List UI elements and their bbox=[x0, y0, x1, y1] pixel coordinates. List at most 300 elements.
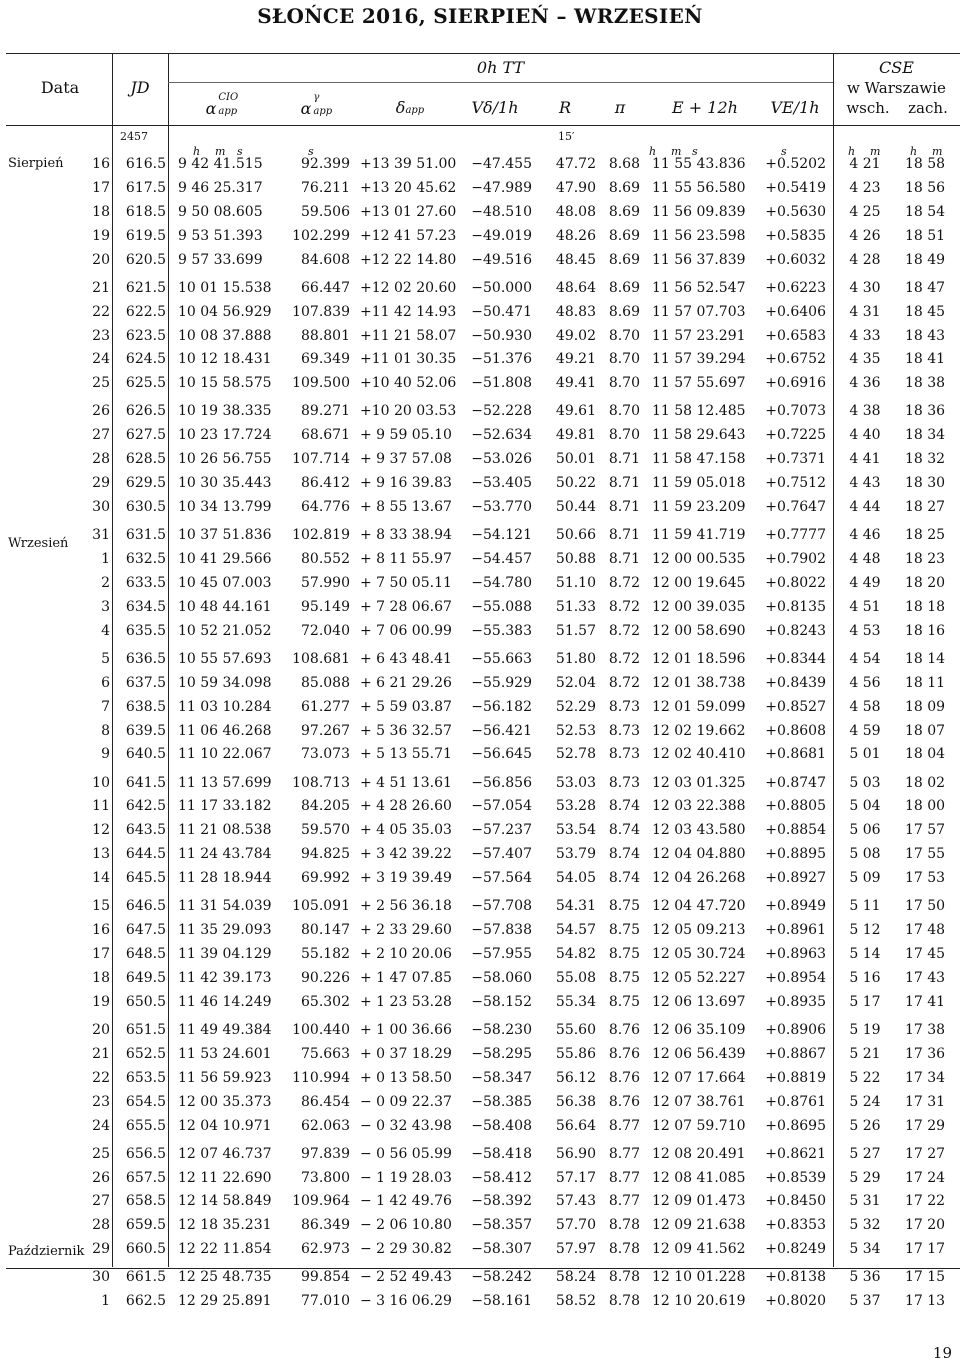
cell-sunset: 18 20 bbox=[904, 574, 946, 591]
cell-delta: − 2 29 30.82 bbox=[360, 1241, 452, 1258]
cell-v-e: +0.8954 bbox=[765, 969, 826, 986]
cell-e-plus-12h: 11 57 55.697 bbox=[652, 375, 746, 392]
cell-jd: 622.5 bbox=[125, 303, 166, 320]
cell-alpha-gamma: 77.010 bbox=[301, 1293, 350, 1310]
cell-e-plus-12h: 11 59 23.209 bbox=[652, 499, 746, 515]
cell-delta: +10 20 03.53 bbox=[360, 403, 457, 420]
cell-sunrise: 5 12 bbox=[849, 922, 881, 939]
cell-delta: + 4 05 35.03 bbox=[360, 822, 452, 839]
cell-v-delta: −58.295 bbox=[471, 1045, 532, 1062]
cell-sunrise: 4 28 bbox=[849, 251, 881, 268]
cell-day: 24 bbox=[92, 351, 110, 368]
cell-delta: +12 41 57.23 bbox=[360, 227, 457, 244]
cell-day: 17 bbox=[92, 179, 110, 196]
cell-sunrise: 4 23 bbox=[849, 179, 881, 196]
cell-sunrise: 5 32 bbox=[849, 1217, 881, 1234]
cell-v-delta: −53.770 bbox=[471, 499, 532, 515]
cell-day: 21 bbox=[92, 279, 110, 296]
cell-pi: 8.76 bbox=[608, 1093, 640, 1110]
cell-sunrise: 4 21 bbox=[849, 156, 881, 172]
cell-e-plus-12h: 11 57 07.703 bbox=[652, 303, 746, 320]
cell-v-delta: −55.383 bbox=[471, 622, 532, 639]
cell-alpha-gamma: 66.447 bbox=[301, 279, 350, 296]
cell-e-plus-12h: 12 08 20.491 bbox=[652, 1145, 746, 1162]
cell-alpha-gamma: 62.973 bbox=[301, 1241, 350, 1258]
cell-r: 50.66 bbox=[555, 527, 596, 544]
cell-pi: 8.73 bbox=[608, 774, 640, 791]
cell-e-plus-12h: 12 01 59.099 bbox=[652, 698, 746, 715]
cell-e-plus-12h: 12 09 01.473 bbox=[652, 1193, 746, 1210]
cell-jd: 641.5 bbox=[125, 774, 166, 791]
cell-sunrise: 5 19 bbox=[849, 1021, 881, 1038]
cell-v-e: +0.8022 bbox=[765, 574, 826, 591]
header-r: R bbox=[558, 98, 572, 117]
cell-pi: 8.72 bbox=[608, 622, 640, 639]
cell-jd: 635.5 bbox=[125, 622, 166, 639]
cell-pi: 8.75 bbox=[608, 898, 640, 915]
cell-sunrise: 5 31 bbox=[849, 1193, 881, 1210]
cell-jd: 640.5 bbox=[125, 746, 166, 763]
cell-sunrise: 4 56 bbox=[849, 674, 881, 691]
cell-alpha-cio: 10 01 15.538 bbox=[178, 279, 272, 296]
cell-alpha-gamma: 84.205 bbox=[301, 798, 350, 815]
cell-day: 17 bbox=[92, 946, 110, 962]
cell-jd: 649.5 bbox=[125, 969, 166, 986]
cell-delta: +11 01 30.35 bbox=[360, 351, 457, 368]
cell-r: 49.81 bbox=[555, 427, 596, 444]
cell-v-delta: −47.989 bbox=[471, 179, 532, 196]
cell-r: 48.64 bbox=[555, 279, 596, 296]
header-w-warszawie: w Warszawie bbox=[847, 79, 946, 97]
cell-v-delta: −58.060 bbox=[471, 969, 532, 986]
cell-alpha-gamma: 68.671 bbox=[301, 427, 350, 444]
cell-sunrise: 4 58 bbox=[849, 698, 881, 715]
cell-delta: + 8 55 13.67 bbox=[360, 499, 452, 515]
cell-e-plus-12h: 11 56 09.839 bbox=[652, 203, 746, 220]
cell-day: 5 bbox=[101, 650, 110, 667]
cell-alpha-cio: 10 34 13.799 bbox=[178, 499, 272, 515]
cell-alpha-gamma: 73.800 bbox=[301, 1169, 350, 1186]
cell-alpha-cio: 10 37 51.836 bbox=[178, 527, 272, 544]
cell-jd: 628.5 bbox=[125, 451, 166, 468]
cell-r: 54.82 bbox=[555, 946, 596, 962]
cell-jd: 659.5 bbox=[125, 1217, 166, 1234]
cell-e-plus-12h: 11 56 23.598 bbox=[652, 227, 746, 244]
cell-alpha-cio: 11 10 22.067 bbox=[178, 746, 272, 763]
cell-delta: +12 02 20.60 bbox=[360, 279, 457, 296]
cell-day: 12 bbox=[92, 822, 110, 839]
cell-sunrise: 4 25 bbox=[849, 203, 881, 220]
cell-day: 25 bbox=[92, 375, 110, 392]
cell-sunset: 17 27 bbox=[904, 1145, 946, 1162]
cell-jd: 646.5 bbox=[125, 898, 166, 915]
cell-day: 22 bbox=[92, 1069, 110, 1086]
cell-v-e: +0.8819 bbox=[765, 1069, 826, 1086]
cell-alpha-cio: 10 08 37.888 bbox=[178, 327, 272, 344]
cell-r: 55.60 bbox=[555, 1021, 596, 1038]
cell-alpha-cio: 10 23 17.724 bbox=[178, 427, 272, 444]
cell-alpha-gamma: 61.277 bbox=[301, 698, 350, 715]
cell-sunset: 17 36 bbox=[904, 1045, 946, 1062]
cell-v-delta: −47.455 bbox=[471, 156, 532, 172]
cell-r: 55.08 bbox=[555, 969, 596, 986]
cell-sunset: 17 24 bbox=[904, 1169, 946, 1186]
cell-day: 25 bbox=[92, 1145, 110, 1162]
cell-v-e: +0.8344 bbox=[765, 650, 826, 667]
cell-e-plus-12h: 12 07 17.664 bbox=[652, 1069, 746, 1086]
cell-r: 57.97 bbox=[555, 1241, 596, 1258]
cell-sunrise: 5 01 bbox=[849, 746, 881, 763]
cell-e-plus-12h: 12 00 58.690 bbox=[652, 622, 746, 639]
cell-v-delta: −58.347 bbox=[471, 1069, 532, 1086]
cell-r: 56.64 bbox=[555, 1117, 596, 1134]
cell-r: 49.61 bbox=[555, 403, 596, 420]
cell-r: 54.31 bbox=[555, 898, 596, 915]
cell-jd: 660.5 bbox=[125, 1241, 166, 1258]
cell-alpha-cio: 10 12 18.431 bbox=[178, 351, 272, 368]
cell-pi: 8.70 bbox=[608, 375, 640, 392]
cell-sunrise: 5 06 bbox=[849, 822, 881, 839]
cell-pi: 8.77 bbox=[608, 1117, 640, 1134]
cell-delta: + 1 47 07.85 bbox=[360, 969, 452, 986]
cell-sunrise: 5 21 bbox=[849, 1045, 881, 1062]
cell-e-plus-12h: 12 03 22.388 bbox=[652, 798, 746, 815]
cell-r: 50.44 bbox=[555, 499, 596, 515]
header-cse: CSE bbox=[879, 58, 914, 77]
cell-delta: + 4 51 13.61 bbox=[360, 774, 452, 791]
cell-jd: 652.5 bbox=[125, 1045, 166, 1062]
cell-v-delta: −49.516 bbox=[471, 251, 532, 268]
cell-delta: + 7 06 00.99 bbox=[360, 622, 452, 639]
cell-pi: 8.78 bbox=[608, 1269, 640, 1286]
header-ve: VE/1h bbox=[770, 98, 820, 117]
cell-pi: 8.78 bbox=[608, 1217, 640, 1234]
cell-delta: +11 21 58.07 bbox=[360, 327, 457, 344]
cell-alpha-gamma: 109.500 bbox=[292, 375, 350, 392]
header-tt: 0h TT bbox=[476, 58, 525, 77]
cell-jd: 653.5 bbox=[125, 1069, 166, 1086]
cell-v-delta: −55.088 bbox=[471, 598, 532, 615]
cell-jd: 645.5 bbox=[125, 870, 166, 887]
cell-sunrise: 4 38 bbox=[849, 403, 881, 420]
cell-pi: 8.69 bbox=[608, 179, 640, 196]
cell-pi: 8.71 bbox=[608, 475, 640, 492]
cell-jd: 661.5 bbox=[125, 1269, 166, 1286]
cell-delta: +12 22 14.80 bbox=[360, 251, 457, 268]
cell-delta: + 3 42 39.22 bbox=[360, 846, 452, 863]
cell-jd: 633.5 bbox=[125, 574, 166, 591]
cell-alpha-gamma: 84.608 bbox=[301, 251, 350, 268]
cell-v-delta: −57.838 bbox=[471, 922, 532, 939]
cell-v-delta: −57.237 bbox=[471, 822, 532, 839]
cell-alpha-gamma: 90.226 bbox=[301, 969, 350, 986]
cell-e-plus-12h: 12 03 43.580 bbox=[652, 822, 746, 839]
cell-r: 56.90 bbox=[555, 1145, 596, 1162]
cell-day: 29 bbox=[92, 475, 110, 492]
cell-v-e: +0.8949 bbox=[765, 898, 826, 915]
tt-header-rule bbox=[168, 82, 833, 83]
cell-pi: 8.75 bbox=[608, 993, 640, 1010]
cell-delta: + 8 11 55.97 bbox=[360, 551, 452, 567]
cell-delta: − 1 42 49.76 bbox=[360, 1193, 452, 1210]
cell-v-delta: −48.510 bbox=[471, 203, 532, 220]
header-data: Data bbox=[40, 78, 80, 97]
cell-sunset: 18 30 bbox=[904, 475, 946, 492]
cell-sunrise: 4 30 bbox=[849, 279, 881, 296]
cell-sunset: 18 07 bbox=[904, 722, 946, 739]
cell-alpha-cio: 9 53 51.393 bbox=[178, 227, 263, 244]
cell-v-e: +0.8135 bbox=[765, 598, 826, 615]
cell-jd: 618.5 bbox=[125, 203, 166, 220]
cell-alpha-cio: 11 49 49.384 bbox=[178, 1021, 272, 1038]
cell-delta: − 3 16 06.29 bbox=[360, 1293, 452, 1310]
cell-e-plus-12h: 12 01 18.596 bbox=[652, 650, 746, 667]
cell-sunrise: 5 22 bbox=[849, 1069, 881, 1086]
cell-alpha-gamma: 97.839 bbox=[301, 1145, 350, 1162]
cell-sunrise: 5 27 bbox=[849, 1145, 881, 1162]
cell-alpha-gamma: 95.149 bbox=[301, 598, 350, 615]
cell-alpha-cio: 11 53 24.601 bbox=[178, 1045, 272, 1062]
cell-v-delta: −58.385 bbox=[471, 1093, 532, 1110]
cell-day: 4 bbox=[101, 622, 110, 639]
cell-r: 58.52 bbox=[555, 1293, 596, 1310]
cell-pi: 8.74 bbox=[608, 870, 640, 887]
page-title: SŁOŃCE 2016, SIERPIEŃ – WRZESIEŃ bbox=[257, 4, 703, 28]
cell-jd: 626.5 bbox=[125, 403, 166, 420]
page-number: 19 bbox=[932, 1344, 952, 1362]
cell-delta: − 0 56 05.99 bbox=[360, 1145, 452, 1162]
cell-delta: − 2 52 49.43 bbox=[360, 1269, 452, 1286]
cell-sunset: 17 41 bbox=[904, 993, 946, 1010]
cell-e-plus-12h: 12 09 41.562 bbox=[652, 1241, 746, 1258]
cell-alpha-cio: 10 45 07.003 bbox=[178, 574, 272, 591]
col-divider bbox=[833, 53, 834, 1267]
cell-v-e: +0.8450 bbox=[765, 1193, 826, 1210]
cell-delta: + 1 00 36.66 bbox=[360, 1021, 452, 1038]
cell-sunset: 17 20 bbox=[904, 1217, 946, 1234]
cell-v-e: +0.7647 bbox=[765, 499, 826, 515]
cell-pi: 8.70 bbox=[608, 351, 640, 368]
cell-v-e: +0.6032 bbox=[765, 251, 826, 268]
cell-v-e: +0.8805 bbox=[765, 798, 826, 815]
cell-v-e: +0.5419 bbox=[765, 179, 826, 196]
cell-alpha-cio: 10 55 57.693 bbox=[178, 650, 272, 667]
cell-alpha-gamma: 80.147 bbox=[301, 922, 350, 939]
cell-e-plus-12h: 12 05 52.227 bbox=[652, 969, 746, 986]
cell-delta: + 5 13 55.71 bbox=[360, 746, 452, 763]
cell-pi: 8.77 bbox=[608, 1145, 640, 1162]
cell-sunset: 18 51 bbox=[904, 227, 946, 244]
cell-delta: + 5 59 03.87 bbox=[360, 698, 452, 715]
cell-v-delta: −51.376 bbox=[471, 351, 532, 368]
cell-pi: 8.72 bbox=[608, 650, 640, 667]
cell-alpha-cio: 11 17 33.182 bbox=[178, 798, 272, 815]
cell-pi: 8.69 bbox=[608, 203, 640, 220]
cell-v-e: +0.5630 bbox=[765, 203, 826, 220]
cell-alpha-gamma: 62.063 bbox=[301, 1117, 350, 1134]
cell-jd: 638.5 bbox=[125, 698, 166, 715]
cell-r: 54.05 bbox=[555, 870, 596, 887]
cell-r: 58.24 bbox=[555, 1269, 596, 1286]
cell-r: 50.01 bbox=[555, 451, 596, 468]
cell-sunset: 17 57 bbox=[904, 822, 946, 839]
cell-v-e: +0.7902 bbox=[765, 551, 826, 567]
cell-jd: 621.5 bbox=[125, 279, 166, 296]
cell-v-e: +0.5202 bbox=[765, 156, 826, 172]
cell-v-e: +0.8439 bbox=[765, 674, 826, 691]
cell-sunrise: 4 48 bbox=[849, 551, 881, 567]
cell-e-plus-12h: 12 10 20.619 bbox=[652, 1293, 746, 1310]
cell-pi: 8.70 bbox=[608, 403, 640, 420]
cell-v-e: +0.8138 bbox=[765, 1269, 826, 1286]
cell-r: 51.80 bbox=[555, 650, 596, 667]
cell-alpha-cio: 11 03 10.284 bbox=[178, 698, 272, 715]
cell-delta: + 8 33 38.94 bbox=[360, 527, 452, 544]
cell-alpha-cio: 12 25 48.735 bbox=[178, 1269, 272, 1286]
cell-e-plus-12h: 12 04 47.720 bbox=[652, 898, 746, 915]
cell-delta: +10 40 52.06 bbox=[360, 375, 457, 392]
cell-alpha-cio: 10 52 21.052 bbox=[178, 622, 272, 639]
cell-day: 8 bbox=[101, 722, 110, 739]
cell-sunset: 18 34 bbox=[904, 427, 946, 444]
cell-v-delta: −58.152 bbox=[471, 993, 532, 1010]
cell-v-e: +0.6223 bbox=[765, 279, 826, 296]
cell-delta: − 2 06 10.80 bbox=[360, 1217, 452, 1234]
cell-sunset: 18 49 bbox=[904, 251, 946, 268]
cell-day: 28 bbox=[92, 1217, 110, 1234]
cell-delta: + 4 28 26.60 bbox=[360, 798, 452, 815]
cell-v-delta: −50.471 bbox=[471, 303, 532, 320]
cell-jd: 632.5 bbox=[125, 551, 166, 567]
cell-alpha-cio: 12 04 10.971 bbox=[178, 1117, 272, 1134]
cell-alpha-cio: 11 31 54.039 bbox=[178, 898, 272, 915]
cell-v-e: +0.8961 bbox=[765, 922, 826, 939]
cell-v-e: +0.6406 bbox=[765, 303, 826, 320]
cell-v-e: +0.8935 bbox=[765, 993, 826, 1010]
cell-sunrise: 4 44 bbox=[849, 499, 881, 515]
cell-delta: − 1 19 28.03 bbox=[360, 1169, 452, 1186]
cell-sunrise: 5 34 bbox=[849, 1241, 881, 1258]
cell-day: 30 bbox=[92, 1269, 110, 1286]
cell-v-delta: −51.808 bbox=[471, 375, 532, 392]
cell-alpha-cio: 12 07 46.737 bbox=[178, 1145, 272, 1162]
cell-alpha-gamma: 94.825 bbox=[301, 846, 350, 863]
cell-sunset: 18 00 bbox=[904, 798, 946, 815]
cell-alpha-gamma: 86.454 bbox=[301, 1093, 350, 1110]
cell-jd: 651.5 bbox=[125, 1021, 166, 1038]
cell-sunset: 17 29 bbox=[904, 1117, 946, 1134]
cell-delta: + 2 10 20.06 bbox=[360, 946, 452, 962]
cell-v-e: +0.8963 bbox=[765, 946, 826, 962]
cell-e-plus-12h: 12 04 26.268 bbox=[652, 870, 746, 887]
cell-v-e: +0.8353 bbox=[765, 1217, 826, 1234]
cell-v-delta: −57.708 bbox=[471, 898, 532, 915]
cell-sunset: 18 36 bbox=[904, 403, 946, 420]
cell-jd: 642.5 bbox=[125, 798, 166, 815]
cell-sunset: 18 56 bbox=[904, 179, 946, 196]
cell-alpha-cio: 12 00 35.373 bbox=[178, 1093, 272, 1110]
cell-v-delta: −58.230 bbox=[471, 1021, 532, 1038]
cell-r: 55.86 bbox=[555, 1045, 596, 1062]
cell-sunset: 17 55 bbox=[904, 846, 946, 863]
cell-delta: + 3 19 39.49 bbox=[360, 870, 452, 887]
cell-alpha-gamma: 88.801 bbox=[301, 327, 350, 344]
cell-delta: + 9 16 39.83 bbox=[360, 475, 452, 492]
cell-v-delta: −55.929 bbox=[471, 674, 532, 691]
cell-jd: 658.5 bbox=[125, 1193, 166, 1210]
cell-alpha-cio: 11 56 59.923 bbox=[178, 1069, 272, 1086]
cell-day: 30 bbox=[92, 499, 110, 515]
cell-day: 26 bbox=[92, 1169, 110, 1186]
cell-v-delta: −58.412 bbox=[471, 1169, 532, 1186]
cell-r: 48.26 bbox=[555, 227, 596, 244]
cell-jd: 655.5 bbox=[125, 1117, 166, 1134]
cell-sunset: 18 09 bbox=[904, 698, 946, 715]
cell-day: 22 bbox=[92, 303, 110, 320]
cell-e-plus-12h: 12 02 19.662 bbox=[652, 722, 746, 739]
cell-sunset: 17 34 bbox=[904, 1069, 946, 1086]
cell-v-e: +0.8681 bbox=[765, 746, 826, 763]
cell-sunset: 17 17 bbox=[904, 1241, 946, 1258]
cell-sunrise: 4 31 bbox=[849, 303, 881, 320]
cell-r: 52.29 bbox=[555, 698, 596, 715]
cell-pi: 8.74 bbox=[608, 822, 640, 839]
cell-r: 57.70 bbox=[555, 1217, 596, 1234]
cell-alpha-cio: 10 26 56.755 bbox=[178, 451, 272, 468]
cell-sunrise: 5 04 bbox=[849, 798, 881, 815]
cell-jd: 616.5 bbox=[125, 156, 166, 172]
cell-v-delta: −58.392 bbox=[471, 1193, 532, 1210]
cell-v-e: +0.7073 bbox=[765, 403, 826, 420]
cell-alpha-gamma: 75.663 bbox=[301, 1045, 350, 1062]
cell-r: 52.53 bbox=[555, 722, 596, 739]
cell-day: 27 bbox=[92, 427, 110, 444]
cell-day: 20 bbox=[92, 1021, 110, 1038]
cell-jd: 619.5 bbox=[125, 227, 166, 244]
cell-v-delta: −58.418 bbox=[471, 1145, 532, 1162]
cell-day: 1 bbox=[101, 551, 110, 567]
cell-v-delta: −58.242 bbox=[471, 1269, 532, 1286]
cell-e-plus-12h: 12 04 04.880 bbox=[652, 846, 746, 863]
cell-jd: 654.5 bbox=[125, 1093, 166, 1110]
cell-alpha-cio: 11 28 18.944 bbox=[178, 870, 272, 887]
cell-alpha-gamma: 55.182 bbox=[301, 946, 350, 962]
cell-e-plus-12h: 12 01 38.738 bbox=[652, 674, 746, 691]
cell-jd: 648.5 bbox=[125, 946, 166, 962]
cell-day: 26 bbox=[92, 403, 110, 420]
cell-sunset: 18 27 bbox=[904, 499, 946, 515]
header-e12: E + 12h bbox=[672, 98, 738, 117]
cell-e-plus-12h: 11 58 29.643 bbox=[652, 427, 746, 444]
cell-alpha-cio: 12 14 58.849 bbox=[178, 1193, 272, 1210]
cell-v-e: +0.6583 bbox=[765, 327, 826, 344]
cell-alpha-cio: 12 22 11.854 bbox=[178, 1241, 272, 1258]
cell-r: 47.90 bbox=[555, 179, 596, 196]
cell-e-plus-12h: 12 06 35.109 bbox=[652, 1021, 746, 1038]
cell-alpha-cio: 10 59 34.098 bbox=[178, 674, 272, 691]
cell-alpha-gamma: 89.271 bbox=[301, 403, 350, 420]
cell-sunrise: 5 11 bbox=[849, 898, 881, 915]
cell-pi: 8.69 bbox=[608, 227, 640, 244]
cell-alpha-gamma: 59.570 bbox=[301, 822, 350, 839]
cell-pi: 8.73 bbox=[608, 698, 640, 715]
cell-day: 2 bbox=[101, 574, 110, 591]
cell-pi: 8.75 bbox=[608, 969, 640, 986]
cell-alpha-gamma: 107.839 bbox=[292, 303, 350, 320]
cell-sunset: 18 45 bbox=[904, 303, 946, 320]
cell-e-plus-12h: 11 56 37.839 bbox=[652, 251, 746, 268]
cell-alpha-cio: 10 04 56.929 bbox=[178, 303, 272, 320]
